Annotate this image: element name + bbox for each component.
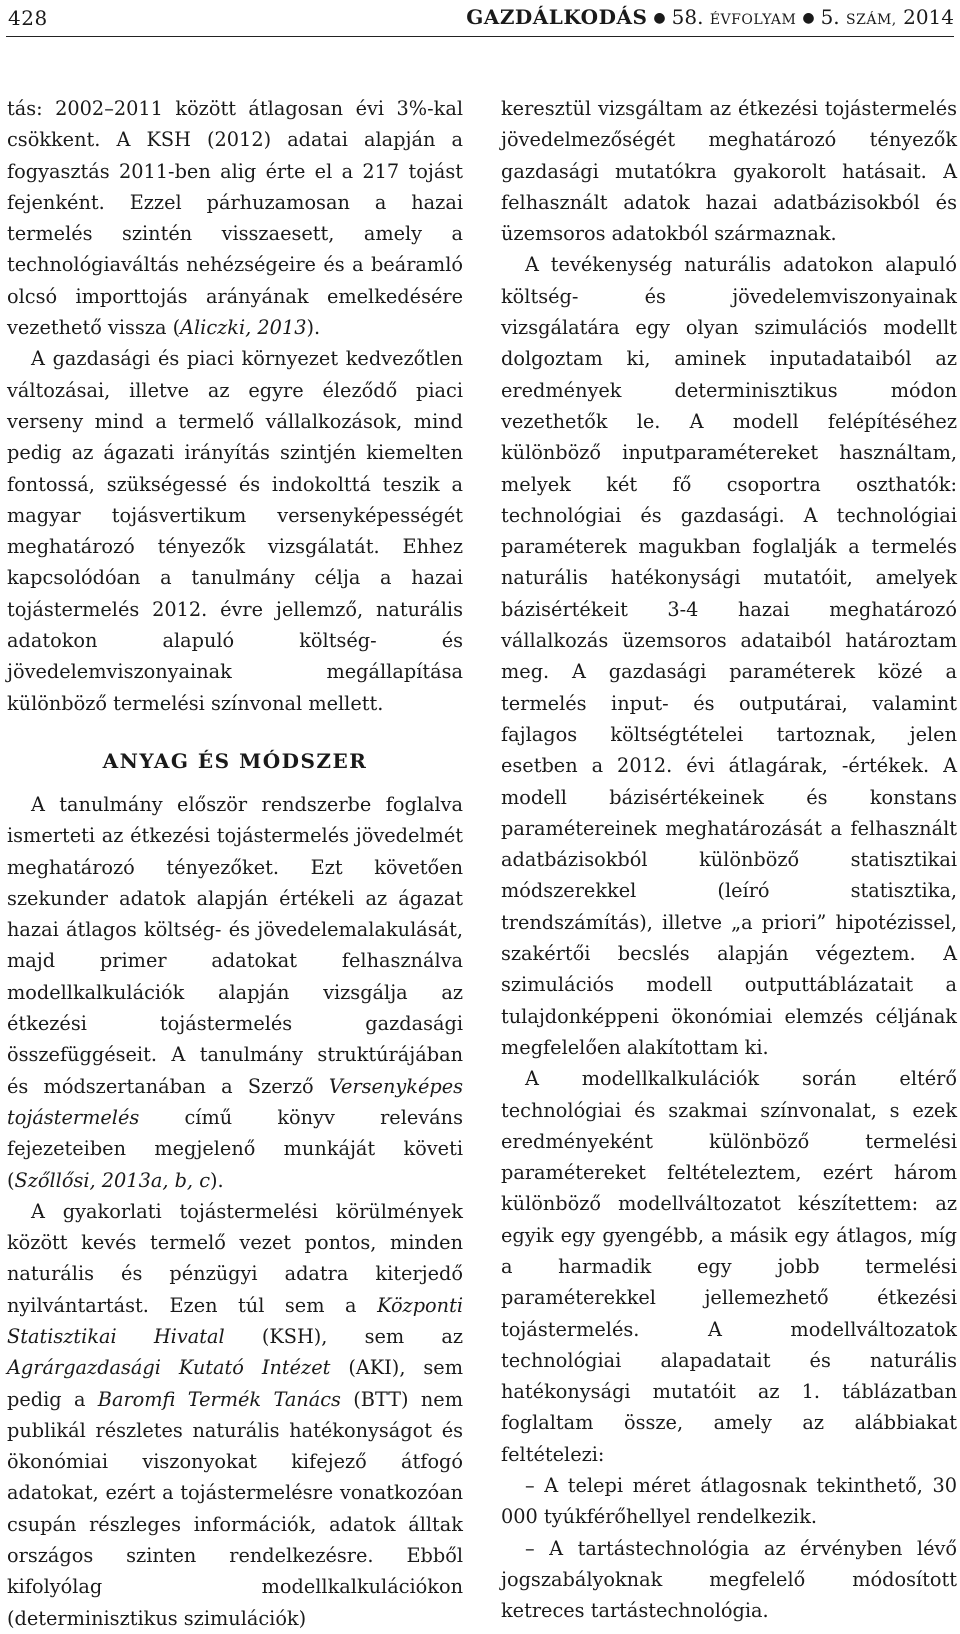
bullet-separator: ● bbox=[802, 10, 815, 26]
issue-number: 5. bbox=[820, 5, 840, 29]
publication-year: 2014 bbox=[903, 5, 954, 29]
book-title: Versenyképes tojástermelés bbox=[7, 1074, 463, 1129]
citation: Szőllősi, 2013a, b, c bbox=[14, 1168, 210, 1192]
citation: Aliczki, 2013 bbox=[180, 316, 307, 340]
list-item: – A tartástechnológia az érvényben lévő jogszabályoknak megfelelő módosított ketreces tartástechnológia. bbox=[501, 1536, 957, 1623]
page-header bbox=[0, 0, 960, 40]
paragraph-continued: keresztül vizsgáltam az étkezési tojástermelés jövedelmezőségét meghatározó tényezők gazdasági mutatókra gyakorolt hatásait. A felhasznált adatok hazai adatbázisokból és üzemsoros adatokból származnak. bbox=[501, 97, 957, 246]
paragraph-aim: A gazdasági és piaci környezet kedvezőtlen változásai, illetve az egyre éleződő piaci verseny mind a termelő vállalkozások, mind pedig az ágazati irányítás szintjén kiemelten fontossá, szükségessé és indokolttá teszik a magyar tojásvertikum versenyképességét meghatározó tényezők vizsgálatát. Ehhez kapcsolódóan a tanulmány célja a hazai tojástermelés 2012. évre jellemző, naturális adatokon alapuló költség- és jövedelemviszonyainak megállapítása különböző termelési színvonal mellett. bbox=[7, 347, 463, 715]
volume-label: ÉVFOLYAM bbox=[709, 12, 797, 28]
journal-name: GAZDÁLKODÁS bbox=[466, 5, 648, 29]
right-column bbox=[501, 93, 957, 1627]
organization-name: Központi Statisztikai Hivatal bbox=[7, 1293, 463, 1348]
list-item: – A telepi méret átlagosnak tekinthető, 30 000 tyúkférőhellyel rendelkezik. bbox=[501, 1474, 957, 1529]
organization-name: Agrárgazdasági Kutató Intézet bbox=[7, 1356, 331, 1380]
organization-name: Baromfi Termék Tanács bbox=[97, 1387, 341, 1411]
paragraph-methods: A tanulmány először rendszerbe foglalva ismerteti az étkezési tojástermelés jövedelmét meghatározó tényezőket. Ezt követően szekunder adatok alapján értékeli az ágazat hazai átlagos költség- és jövedelemalakulását, majd primer adatokat felhasználva modellkalkulációk alapján vizsgálja az étkezési tojástermelés gazdasági összefüggéseit. A tanulmány struktúrájában és módszertanában a Szerző Versenyképes tojástermelés című könyv releváns fejezeteiben megjelenő munkáját követi (Szőllősi, 2013a, b, c). bbox=[7, 792, 463, 1192]
volume-number: 58. bbox=[671, 5, 704, 29]
issue-label: SZÁM, bbox=[846, 12, 897, 28]
bullet-separator: ● bbox=[653, 10, 666, 26]
paragraph-variants: A modellkalkulációk során eltérő technológiai és szakmai színvonalat, s ezek eredményeként különböző termelési paramétereket feltételeztem, ezért három különböző modellváltozatot készítettem: az egyik egy gyengébb, a másik egy átlagos, míg a harmadik egy jobb termelési paraméterekkel jellemezhető étkezési tojástermelés. A modellváltozatok technológiai alapadatait és naturális hatékonysági mutatóit az 1. táblázatban foglaltam össze, amely az alábbiakat feltételezi: bbox=[501, 1067, 957, 1466]
running-title bbox=[466, 5, 954, 29]
paragraph-model: A tevékenység naturális adatokon alapuló költség- és jövedelemviszonyainak vizsgálatára egy olyan szimulációs modellt dolgoztam ki, aminek inputadataiból az eredmények determinisztikus módon vezethetők le. A modell felépítéséhez különböző inputparamétereket használtam, melyek két fő csoportra oszthatók: technológiai és gazdasági. A technológiai paraméterek magukban foglalják a termelés naturális hatékonysági mutatóit, amelyek bázisértékeit 3-4 hazai meghatározó vállalkozás üzemsoros adataiból határoztam meg. A gazdasági paraméterek közé a termelés input- és outputárai, valamint fajlagos költségtételei tartoznak, jelen esetben a 2012. évi átlagárak, -értékek. A modell bázisértékeinek és konstans paramétereinek meghatározását a felhasznált adatbázisokból különböző statisztikai módszerekkel (leíró statisztika, trendszámítás), illetve „a priori” hipotézissel, szakértői becslés alapján végeztem. A szimulációs modell outputtáblázatait a tulajdonképpeni ökonómiai elemzés céljának megfelelően alakítottam ki. bbox=[501, 253, 957, 1059]
paragraph-continued: tás: 2002–2011 között átlagosan évi 3%-kal csökkent. A KSH (2012) adatai alapján a fogyasztás 2011-ben alig érte el a 217 tojást fejenként. Ezzel párhuzamosan a hazai termelés szintén visszaesett, amely a technológiaváltás nehézségeire és a beáramló olcsó importtojás arányának emelkedésére vezethető vissza (Aliczki, 2013). bbox=[7, 97, 463, 340]
header-rule bbox=[6, 36, 954, 37]
paragraph-data-sources: A gyakorlati tojástermelési körülmények között kevés termelő vezet pontos, minden naturális és pénzügyi adatra kiterjedő nyilvántartást. Ezen túl sem a Központi Statisztikai Hivatal (KSH), sem az Agrárgazdasági Kutató Intézet (AKI), sem pedig a Baromfi Termék Tanács (BTT) nem publikál részletes naturális hatékonyságot és ökonómiai viszonyokat kifejező átfogó adatokat, ezért a tojástermelésre vonatkozóan csupán részleges információk, adatok álltak országos szinten rendelkezésre. Ebből kifolyólag modellkalkulációkon (determinisztikus szimulációk) bbox=[7, 1199, 464, 1630]
section-heading: ANYAG ÉS MÓDSZER bbox=[102, 748, 368, 773]
page-number: 428 bbox=[8, 6, 48, 30]
left-column bbox=[7, 93, 463, 1634]
